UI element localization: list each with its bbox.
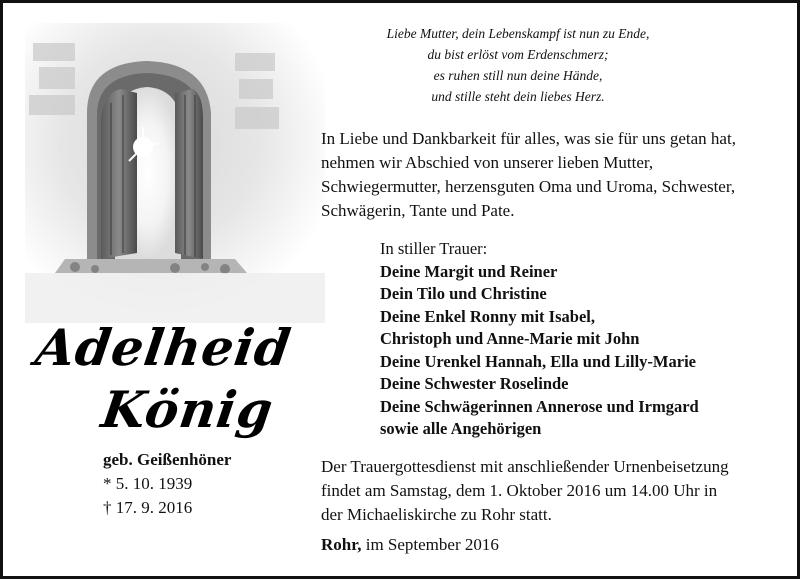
deceased-name <box>31 318 326 448</box>
mourner-name: Deine Enkel Ronny mit Isabel, <box>380 306 595 326</box>
mourner-name: sowie alle Angehörigen <box>380 419 542 438</box>
birth-date: * 5. 10. 1939 <box>103 474 193 493</box>
memorial-poem <box>321 23 715 107</box>
mourner-name: Deine Schwägerinnen Annerose und Irmgard <box>380 396 699 416</box>
mourners-heading: In stiller Trauer: <box>380 239 488 258</box>
poem-line: Liebe Mutter, dein Lebenskampf ist nun zu Ende, <box>386 26 650 41</box>
mourner-name: Deine Urenkel Hannah, Ella und Lilly-Marie <box>380 351 696 371</box>
mourners-list <box>380 238 790 441</box>
deceased-last-name: König <box>97 380 278 439</box>
poem-line: du bist erlöst vom Erdenschmerz; <box>427 47 609 62</box>
service-line: findet am Samstag, dem 1. Oktober 2016 um 14.00 Uhr in <box>321 481 718 500</box>
life-dates <box>103 448 303 520</box>
signoff-place: Rohr, <box>321 535 362 554</box>
service-line: der Michaeliskirche zu Rohr statt. <box>321 505 552 524</box>
farewell-line: Schwägerin, Tante und Pate. <box>321 201 515 220</box>
death-date: † 17. 9. 2016 <box>103 498 193 517</box>
mourner-name: Deine Margit und Reiner <box>380 261 558 281</box>
mourner-name: Christoph und Anne-Marie mit John <box>380 329 640 348</box>
farewell-text <box>321 127 791 223</box>
place-and-date <box>321 533 499 557</box>
mourner-name: Dein Tilo und Christine <box>380 284 547 303</box>
maiden-name: geb. Geißenhöner <box>103 450 232 469</box>
open-door-illustration <box>25 23 325 323</box>
funeral-service-info <box>321 455 791 527</box>
poem-line: es ruhen still nun deine Hände, <box>433 68 603 83</box>
farewell-line: In Liebe und Dankbarkeit für alles, was sie für uns getan hat, <box>321 129 736 148</box>
service-line: Der Trauergottesdienst mit anschließender Urnenbeisetzung <box>321 457 729 476</box>
deceased-first-name: Adelheid <box>31 318 295 377</box>
mourner-name: Deine Schwester Roselinde <box>380 374 569 393</box>
farewell-line: nehmen wir Abschied von unserer lieben Mutter, <box>321 153 654 172</box>
poem-line: und stille steht dein liebes Herz. <box>431 89 605 104</box>
farewell-line: Schwiegermutter, herzensguten Oma und Uroma, Schwester, <box>321 177 736 196</box>
signoff-date: im September 2016 <box>361 535 499 554</box>
